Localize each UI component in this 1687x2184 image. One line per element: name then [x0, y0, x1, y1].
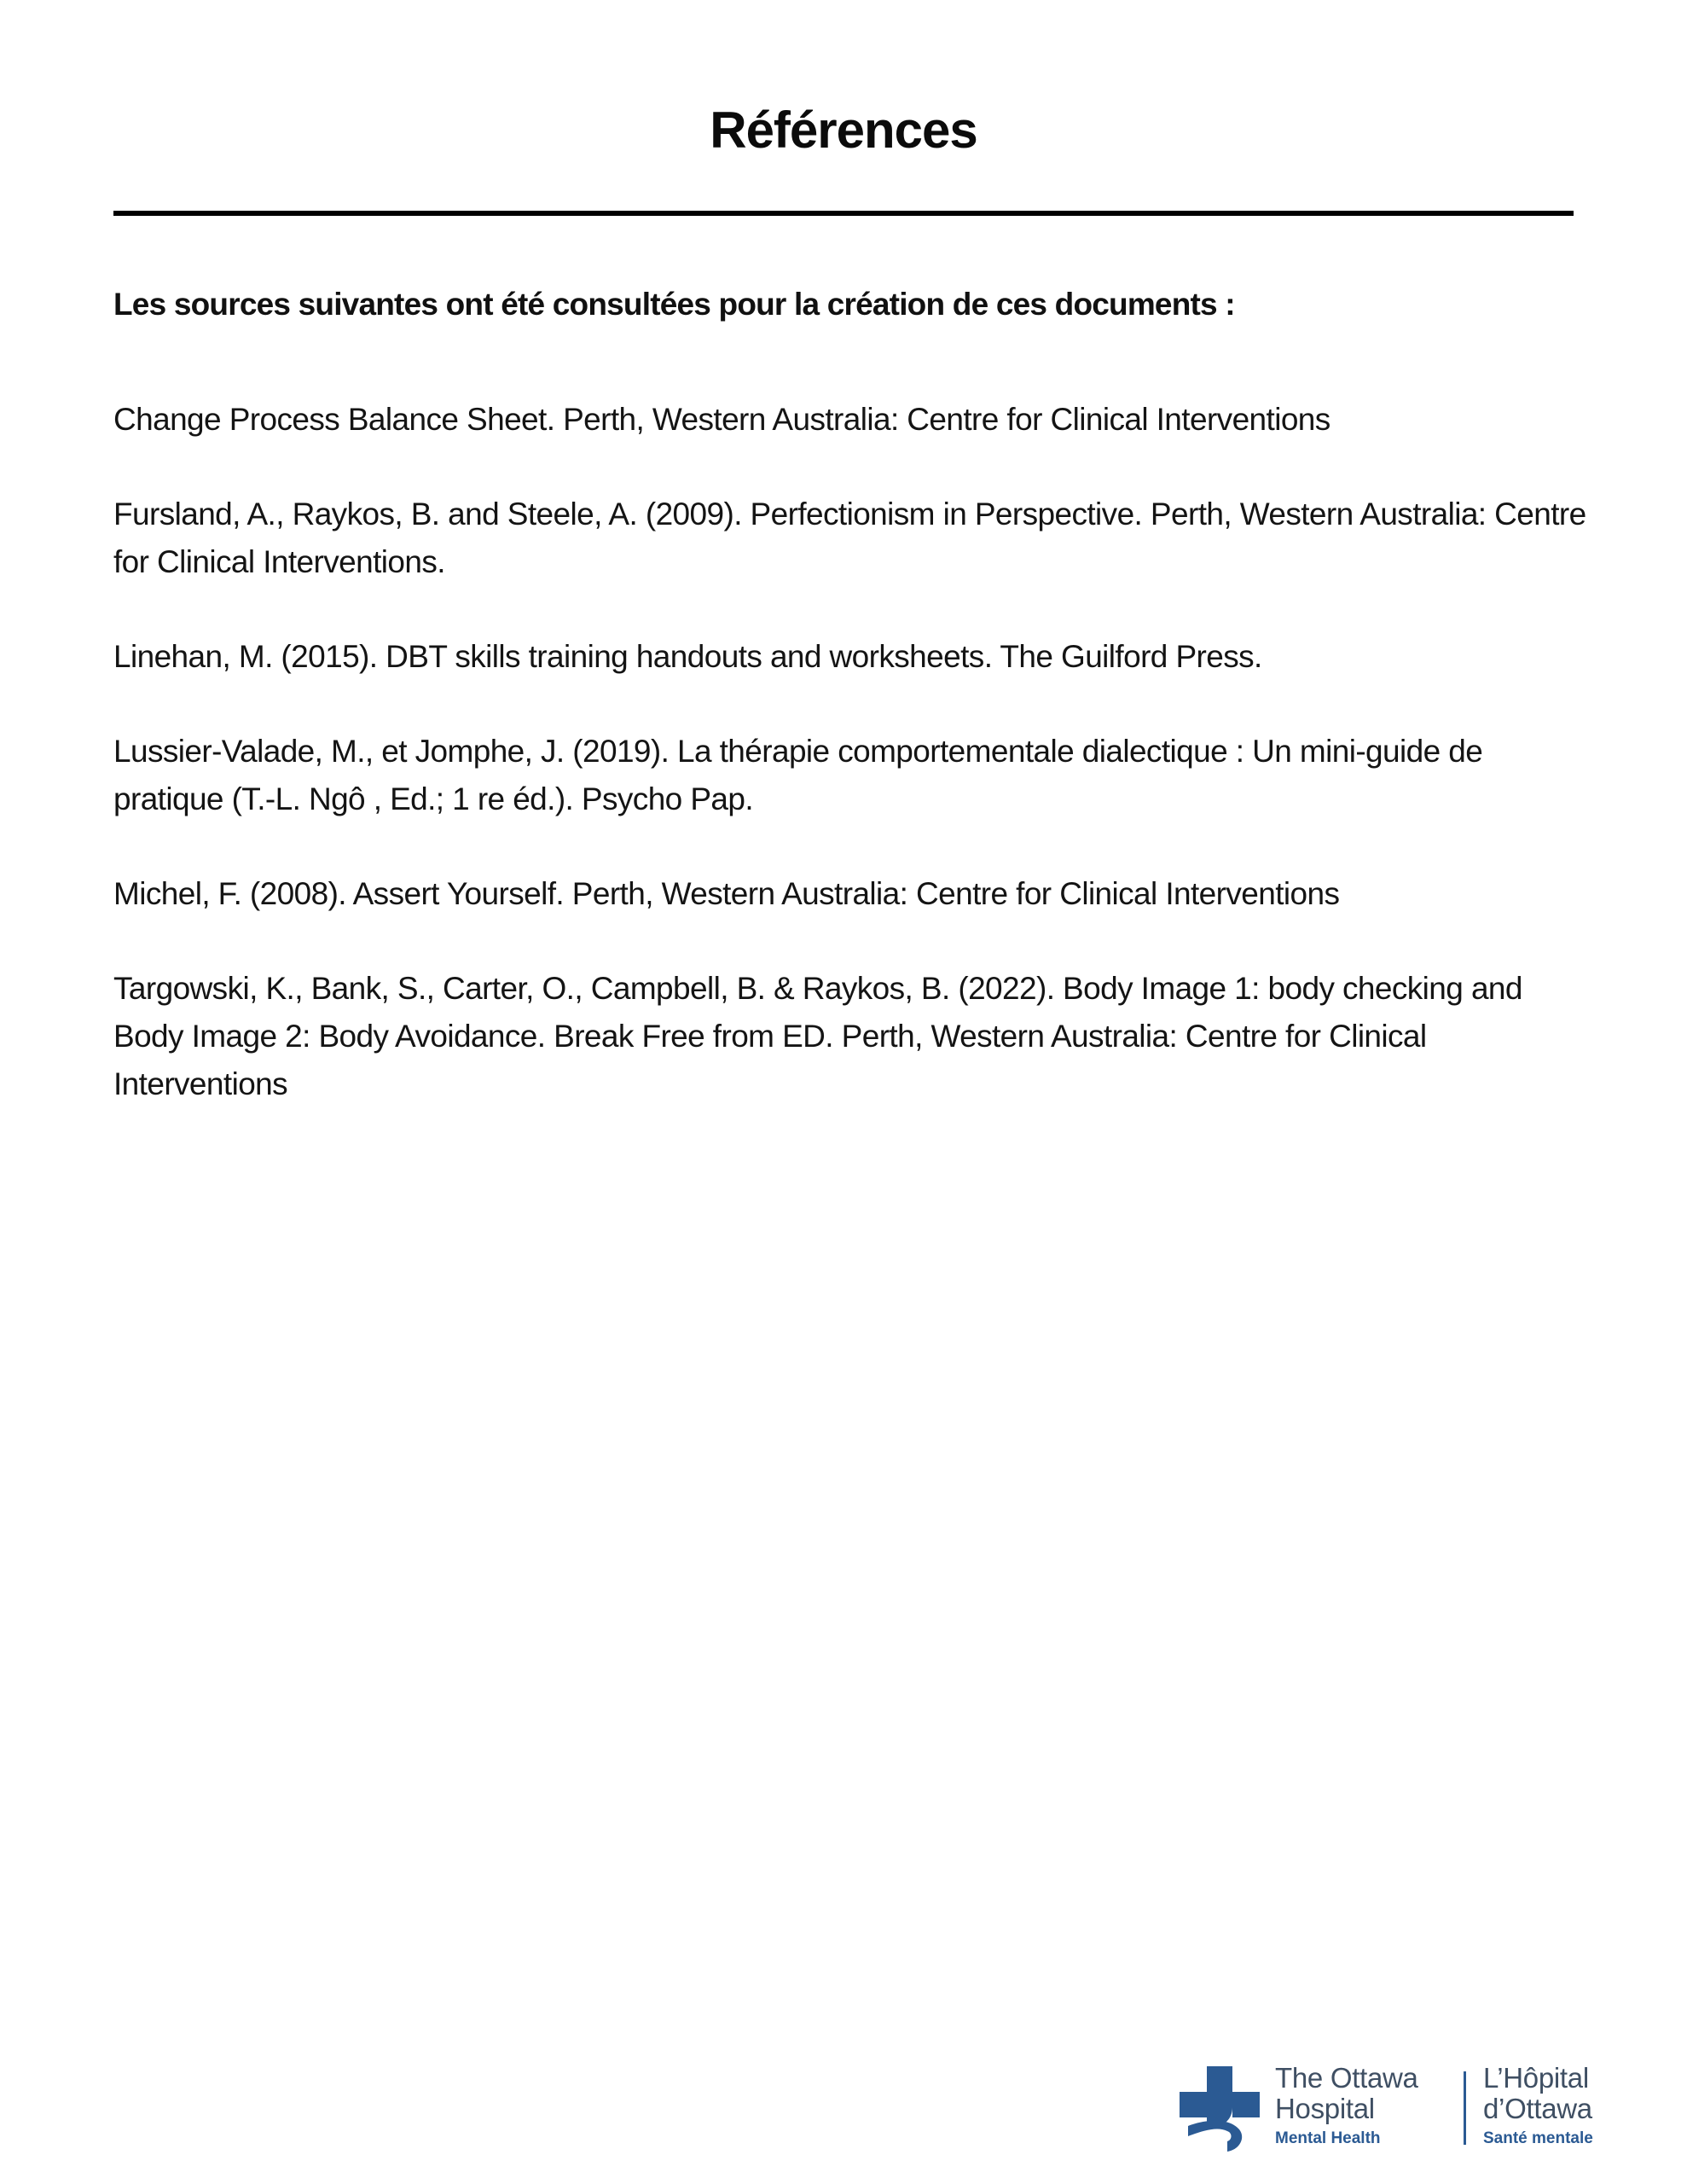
logo-en-line2: Hospital: [1275, 2093, 1375, 2124]
reference-item: Michel, F. (2008). Assert Yourself. Perth, Western Australia: Centre for Clinical Interventions: [113, 876, 1340, 911]
reference-item: Fursland, A., Raykos, B. and Steele, A. (2009). Perfectionism in Perspective. Perth, Western Australia: Centre for Clinical Interventions.: [113, 497, 1586, 579]
logo-fr-line1: L’Hôpital: [1483, 2062, 1589, 2094]
ottawa-hospital-logo: [1180, 2063, 1623, 2157]
logo-french: [1483, 2063, 1593, 2148]
ottawa-hospital-cross-icon: [1180, 2066, 1261, 2152]
logo-fr-line2: d’Ottawa: [1483, 2093, 1592, 2124]
intro-text: Les sources suivantes ont été consultées pour la création de ces documents :: [113, 287, 1235, 322]
reference-item: Linehan, M. (2015). DBT skills training handouts and worksheets. The Guilford Press.: [113, 639, 1262, 674]
reference-list: [113, 396, 1589, 1155]
logo-en-line1: The Ottawa: [1275, 2062, 1418, 2094]
logo-en-subtitle: Mental Health: [1275, 2129, 1381, 2147]
page-title: Références: [710, 102, 977, 159]
reference-item: Targowski, K., Bank, S., Carter, O., Campbell, B. & Raykos, B. (2022). Body Image 1: body checking and Body Image 2: Body Avoidance. Break Free from ED. Perth, Western Australia: Centre for Clinical Interventions: [113, 971, 1522, 1101]
reference-item: Change Process Balance Sheet. Perth, Western Australia: Centre for Clinical Interventions: [113, 402, 1330, 437]
reference-item: Lussier-Valade, M., et Jomphe, J. (2019). La thérapie comportementale dialectique : Un mini-guide de pratique (T.-L. Ngô , Ed.; 1 re éd.). Psycho Pap.: [113, 734, 1483, 816]
logo-divider: [1464, 2071, 1466, 2145]
logo-fr-subtitle: Santé mentale: [1483, 2129, 1593, 2147]
logo-english: [1275, 2063, 1418, 2148]
title-divider: [113, 211, 1574, 216]
